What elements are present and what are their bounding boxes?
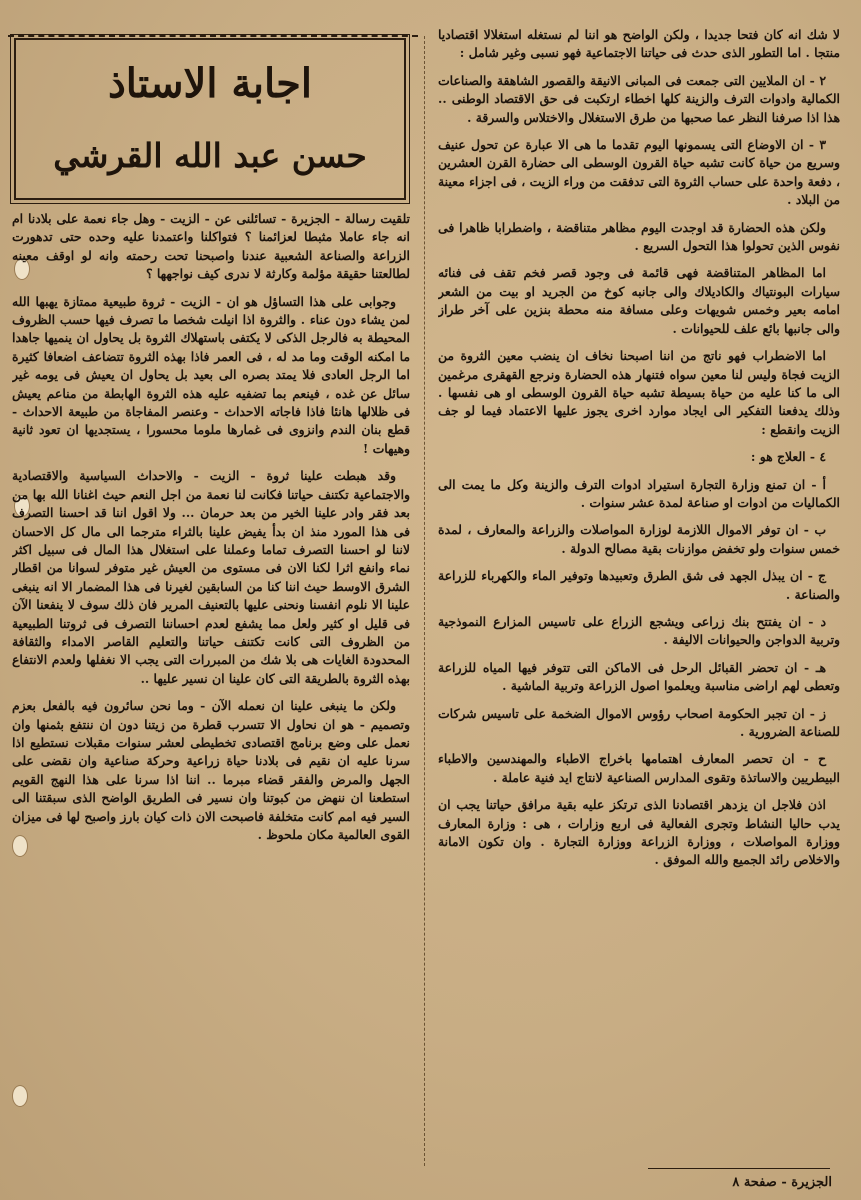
paragraph: ٢ - ان الملايين التى جمعت فى المبانى الانيقة والقصور الشاهقة والصناعات الكمالية وادوات الترف والزينة كلها اخطاء ارتكبت فى حق الاقتصاد الوطنى .. هذا اذا صرفنا النظر عما صحبها من طرق الاستغلال والاختلاس والسرقة . bbox=[438, 72, 840, 125]
paragraph: ولكن ما ينبغى علينا ان نعمله الآن - وما نحن سائرون فيه بالفعل بعزم وتصميم - هو ان نحاول الا تتسرب قطرة من زيتنا دون ان ننتفع بثمنها وان نعمل على وضع برنامج اقتصادى تخطيطى لعشر سنوات مقبلات نستطيع اذا سرنا عليه ان نقيم فى بلادنا حياة زراعية وحركة صناعية وان نقضى على الجهل والمرض والفقر قضاء مبرما .. اننا اذا سرنا على هذا النهج القويم استطعنا ان ننهض من كبوتنا وان نسير فى الطريق الواضح الذى سبقتنا الى السير فيه امم كانت متخلفة فاصبحت الان ذات كيان بارز واصبح لها فى ميزان القوى العالمية مكان ملحوظ . bbox=[12, 698, 410, 842]
article-title-box bbox=[14, 38, 406, 200]
title-top-rule bbox=[8, 35, 418, 37]
paragraph: وجوابى على هذا التساؤل هو ان - الزيت - ثروة طبيعية ممتازة يهبها الله لمن يشاء دون عناء . والثروة اذا انيلت شخصا ما تصرف فيها حسب الظروف المحيطة به فالرجل الذكى لا يكتفى باستهلاك الثروة بل يحاول ان ينميها جاهدا ما امكنه الوقت وما مد له ، فى العمر فاذا بهذه الثروة تتضاعف اضعافا كثيرة اما الرجل العادى فلا يمتد بصره الى بعيد بل يحاول ان يعيش فى يومه غير سائل عن غده ، فينعم بما تضفيه عليه هذه الثروة الهابطة من مناعم يعيش فى ظلالها هانئا فاذا فاجاته الاحداث - وعنصر المفاجاة من طبيعة الاحداث - قطع بنان الندم وانزوى فى غمارها ملوما محسورا ، يستجديها ان تعود ثانية وهيهات ! bbox=[12, 293, 410, 456]
paragraph: أ - ان تمنع وزارة التجارة استيراد ادوات الترف والزينة وكل ما يمت الى الكماليات من ادوات او صناعة لمدة عشر سنوات . bbox=[438, 476, 840, 510]
paragraph: لا شك انه كان فتحا جديدا ، ولكن الواضح هو اننا لم نستغله استغلالا اقتصاديا منتجا . اما التطور الذى حدث فى حياتنا الاجتماعية فهو نسبى وغير شامل : bbox=[438, 27, 840, 61]
paragraph: ب - ان توفر الاموال اللازمة لوزارة المواصلات والزراعة والمعارف ، لمدة خمس سنوات ولو تخفض موازنات بقية مصالح الدولة . bbox=[438, 522, 840, 556]
paragraph: اذن فلاجل ان يزدهر اقتصادنا الذى ترتكز عليه بقية مرافق حياتنا يجب ان يدب حاليا النشاط وتجرى الفعالية فى اربع وزارات ، هى : وزارة المعارف ووزارة المواصلات ، ووزارة الزراعة ووزارة التجارة . وان تكون الامانة والاخلاص رائد الجميع والله الموفق . bbox=[438, 797, 840, 868]
paragraph: ولكن هذه الحضارة قد اوجدت اليوم مظاهر متناقضة ، واضطرابا ظاهرا فى نفوس الذين تحولوا هذا التحول السريع . bbox=[438, 219, 840, 254]
left-column bbox=[12, 210, 410, 1165]
column-divider bbox=[424, 36, 425, 1166]
paragraph: هـ - ان تحضر القبائل الرحل فى الاماكن التى تتوفر فيها المياه للزراعة وتعطى لهم اراضى مناسبة ويعلموا اصول الزراعة وتربية الماشية . bbox=[438, 659, 840, 694]
right-column bbox=[438, 26, 840, 1126]
article-title: اجابة الاستاذ bbox=[107, 60, 313, 107]
footer-rule bbox=[648, 1168, 830, 1169]
paragraph: د - ان يفتتح بنك زراعى ويشجع الزراع على تاسيس المزارع النموذجية وتربية الدواجن والحيوانات الاليفة . bbox=[438, 613, 840, 648]
paragraph: تلقيت رسالة - الجزيرة - تسائلنى عن - الزيت - وهل جاء نعمة على بلادنا ام انه جاء عاملا مثبطا لعزائمنا ؟ فتواكلنا واعتمدنا عليه وحده حتى تدهورت الزراعة والصناعة الشعبية عندنا واصبحنا تحت رحمته وانه لو اوقف معينه لطالعتنا حقيقة مؤلمة وكارثة لا ندرى كيف نواجهها ؟ bbox=[12, 211, 410, 282]
article-author: حسن عبد الله القرشي bbox=[53, 136, 367, 175]
page-footer: الجزيرة - صفحة ٨ bbox=[732, 1175, 832, 1190]
paragraph: ٣ - ان الاوضاع التى يسمونها اليوم تقدما ما هى الا عبارة عن تحول عنيف وسريع من حياة كانت تشبه حياة القرون الوسطى الى حضارة القرن العشرين ، دفعة واحدة على حساب الثروة التى تدفقت من وراء الزيت ، فى اجزاء معينة من البلاد . bbox=[438, 137, 840, 208]
paragraph: ز - ان تجبر الحكومة اصحاب رؤوس الاموال الضخمة على تاسيس شركات للصناعة الضرورية . bbox=[438, 705, 840, 739]
paragraph: ج - ان يبذل الجهد فى شق الطرق وتعبيدها وتوفير الماء والكهرباء للزراعة والصناعة . bbox=[438, 568, 840, 602]
paragraph: وقد هبطت علينا ثروة - الزيت - والاحداث السياسية والاقتصادية والاجتماعية تكتنف حياتنا فكانت لنا نعمة من اجل النعم حيث اغنانا الله بها من بعد فقر وادر علينا الخير من بعد حرمان ... ولا اقول اننا قد احسنا التصرف فى هذا المورد منذ ان بدأ يفيض علينا بالثراء مترجما الى مال كل الاحسان لاننا لو احسنا التصرف تماما وعملنا على استغلال هذا المال فى سبيل اكثر نماء وانفع اثرا لكنا الان فى مستوى من العيش غير متوفر لسوانا من اقطار الشرق الاوسط حيث اننا كنا من السابقين لغيرنا فى هذا المضمار الا انه ينبغى علينا الا نلوم انفسنا ونحنى عليها بالتعنيف المرير فان ذلك سوف لا ينفعنا الآن فى قليل او كثير ولعل مما يشفع لعدم احساننا التصرف فى ثروتنا الطبيعية من الظروف التى كانت تكتنف حياتنا والتعليم القاصر الامداء والثقافة المحدودة الغايات هى بلا شك من المبررات التى يجب الا نغفلها ولعدم الانتفاع بهذه الثروة بالطريقة التى كان علينا ان نسير عليها .. bbox=[12, 468, 410, 686]
paragraph: ح - ان تحصر المعارف اهتمامها باخراج الاطباء والمهندسين والاطباء البيطريين والاساتذة وتقوى المدارس الصناعية لانتاج ايد فنية عاملة . bbox=[438, 751, 840, 785]
paragraph: اما الاضطراب فهو ناتج من اننا اصبحنا نخاف ان ينضب معين الثروة من الزيت فجاة وليس لنا معين سواه فتنهار هذه الحضارة ونرجع القهقرى مرغمين الى ما كنا عليه من حياة بسيطة تشبه حياة القرون الوسطى او هى نفسها . وذلك يدفعنا التفكير الى ايجاد موارد اخرى يجوز عليها الاعتماد فيما لو جف الزيت وانقطع : bbox=[438, 348, 840, 437]
paragraph: اما المظاهر المتناقضة فهى قائمة فى وجود قصر فخم تقف فى فنائه سيارات البونتياك والكاديلاك والى جانبه كوخ من الجريد او بيت من الشعر امامه بعير وخمس شويهات وعلى مسافة منه محطة بنزين على آخر طراز والى جانبها بائع علف للحيوانات . bbox=[438, 265, 840, 336]
paragraph: ٤ - العلاج هو : bbox=[750, 449, 826, 465]
